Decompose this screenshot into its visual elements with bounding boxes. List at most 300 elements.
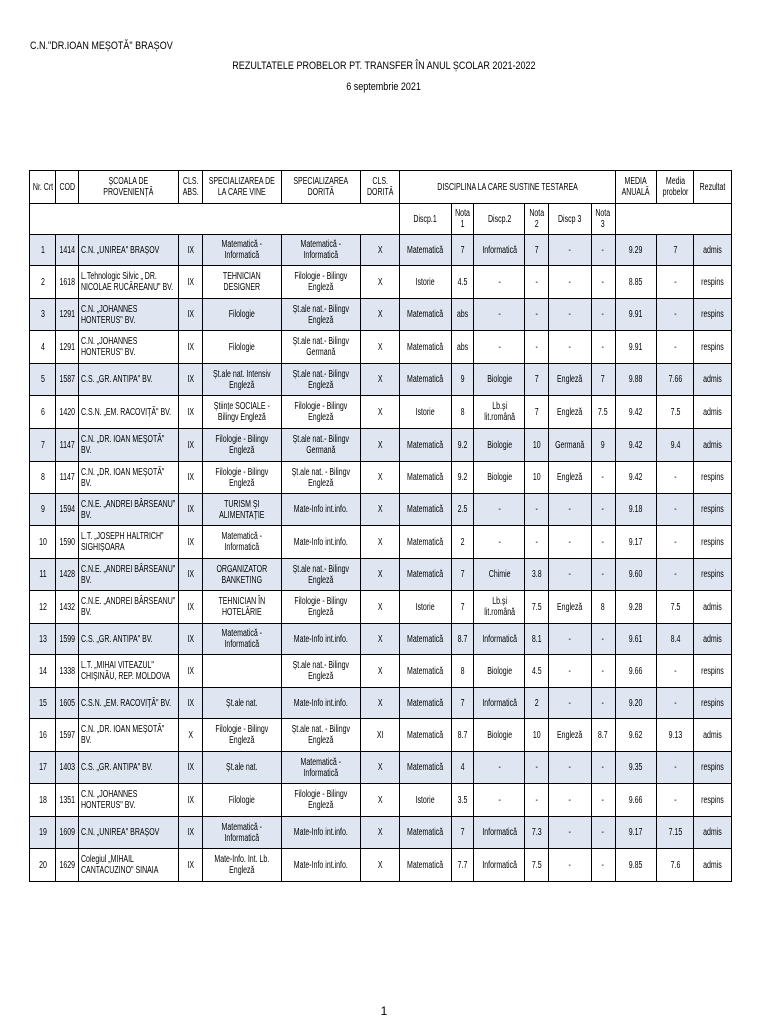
- row-discp3: -: [548, 655, 591, 688]
- row-rezultat: respins: [694, 299, 732, 331]
- row-discp1: Istorie: [399, 266, 452, 299]
- row-scoala: L.T. „JOSEPH HALTRICH" SIGHIȘOARA: [79, 526, 179, 559]
- row-rezultat: respins: [694, 752, 732, 784]
- row-cls-abs: IX: [179, 299, 203, 331]
- row-spec-dorita: Șt.ale nat.- Bilingv Engleză: [282, 299, 361, 331]
- row-discp2: -: [474, 299, 524, 331]
- row-spec-dorita: Matematică - Informatică: [282, 235, 361, 266]
- row-media-probelor: 7.15: [656, 817, 694, 849]
- row-spec-vine: Șt.ale nat.: [203, 752, 282, 784]
- row-media-probelor: -: [656, 494, 694, 526]
- row-scoala: C.N. „UNIREA" BRAȘOV: [79, 817, 179, 849]
- row-nota2: 4.5: [524, 655, 548, 688]
- row-cod: 1147: [56, 462, 79, 494]
- row-nota3: 8: [591, 591, 615, 624]
- row-cls-dorita: X: [360, 784, 399, 817]
- row-cls-abs: IX: [179, 817, 203, 849]
- row-nota3: -: [591, 784, 615, 817]
- row-cls-abs: IX: [179, 526, 203, 559]
- col-header-rezultat: Rezultat: [694, 171, 732, 204]
- row-scoala: C.N. „JOHANNES HONTERUS" BV.: [79, 299, 179, 331]
- row-spec-vine: Matematică - Informatică: [203, 235, 282, 266]
- row-spec-dorita: Filologie - Bilingv Engleză: [282, 784, 361, 817]
- row-media: 9.60: [615, 559, 656, 591]
- row-cod: 1605: [56, 688, 79, 719]
- row-cls-dorita: X: [360, 364, 399, 396]
- row-media: 9.42: [615, 462, 656, 494]
- table-row: [30, 494, 732, 526]
- subheader-nota1: Nota 1: [452, 204, 474, 235]
- row-scoala: C.N.E. „ANDREI BÂRSEANU" BV.: [79, 494, 179, 526]
- row-discp3: -: [548, 817, 591, 849]
- row-spec-dorita: Șt.ale nat.- Bilingv Germană: [282, 429, 361, 462]
- row-rezultat: admis: [694, 235, 732, 266]
- row-cod: 1338: [56, 655, 79, 688]
- row-nr: 5: [30, 364, 56, 396]
- row-spec-vine: Matematică - Informatică: [203, 624, 282, 655]
- row-rezultat: respins: [694, 331, 732, 364]
- row-discp1: Matematică: [399, 559, 452, 591]
- row-nota2: -: [524, 299, 548, 331]
- row-cls-dorita: X: [360, 266, 399, 299]
- row-rezultat: admis: [694, 719, 732, 752]
- row-spec-vine: TEHNICIAN DESIGNER: [203, 266, 282, 299]
- page-number: 1: [380, 1004, 388, 1018]
- row-discp2: -: [474, 266, 524, 299]
- row-spec-dorita: Șt.ale nat.- Bilingv Engleză: [282, 559, 361, 591]
- row-spec-dorita: Filologie - Bilingv Engleză: [282, 396, 361, 429]
- row-discp3: -: [548, 752, 591, 784]
- row-nr: 11: [30, 559, 56, 591]
- row-scoala: C.S. „GR. ANTIPA" BV.: [79, 624, 179, 655]
- row-discp3: Engleză: [548, 591, 591, 624]
- row-media: 9.61: [615, 624, 656, 655]
- row-spec-vine: Filologie: [203, 331, 282, 364]
- row-cls-abs: IX: [179, 364, 203, 396]
- row-cls-dorita: X: [360, 591, 399, 624]
- row-cod: 1597: [56, 719, 79, 752]
- row-nota2: -: [524, 494, 548, 526]
- row-nota1: 8: [452, 396, 474, 429]
- row-cls-abs: IX: [179, 429, 203, 462]
- row-discp2: -: [474, 752, 524, 784]
- row-discp1: Matematică: [399, 494, 452, 526]
- row-spec-vine: Șt.ale nat.: [203, 688, 282, 719]
- row-cod: 1414: [56, 235, 79, 266]
- row-discp3: Engleză: [548, 364, 591, 396]
- row-spec-vine: TURISM ȘI ALIMENTAȚIE: [203, 494, 282, 526]
- row-scoala: C.S. „GR. ANTIPA" BV.: [79, 364, 179, 396]
- row-scoala: C.N. „JOHANNES HONTERUS" BV.: [79, 784, 179, 817]
- row-cls-abs: IX: [179, 784, 203, 817]
- row-discp1: Istorie: [399, 396, 452, 429]
- row-nota1: 2: [452, 526, 474, 559]
- row-nota3: -: [591, 655, 615, 688]
- row-nota2: 7: [524, 364, 548, 396]
- table-row: [30, 784, 732, 817]
- row-nr: 1: [30, 235, 56, 266]
- row-cls-dorita: X: [360, 849, 399, 882]
- row-nr: 15: [30, 688, 56, 719]
- row-spec-dorita: Mate-Info int.info.: [282, 494, 361, 526]
- row-nota1: 3.5: [452, 784, 474, 817]
- table-row: [30, 266, 732, 299]
- row-cod: 1618: [56, 266, 79, 299]
- row-cls-dorita: X: [360, 494, 399, 526]
- row-discp2: Lb.și lit.română: [474, 591, 524, 624]
- row-nr: 13: [30, 624, 56, 655]
- row-nota3: 7.5: [591, 396, 615, 429]
- table-row: [30, 559, 732, 591]
- row-media: 9.91: [615, 331, 656, 364]
- row-cls-dorita: X: [360, 655, 399, 688]
- row-cod: 1609: [56, 817, 79, 849]
- subheader-discp3: Discp 3: [548, 204, 591, 235]
- row-scoala: C.N. „DR. IOAN MEȘOTĂ" BV.: [79, 462, 179, 494]
- row-cls-abs: IX: [179, 559, 203, 591]
- school-name: C.N."DR.IOAN MEȘOTĂ" BRAȘOV: [30, 40, 173, 52]
- table-subheader-row: [30, 204, 732, 235]
- row-discp3: -: [548, 784, 591, 817]
- row-discp2: Biologie: [474, 364, 524, 396]
- row-nota3: -: [591, 559, 615, 591]
- row-spec-dorita: Șt.ale nat.- Bilingv Germană: [282, 331, 361, 364]
- document-date: 6 septembrie 2021: [346, 81, 422, 93]
- row-cod: 1590: [56, 526, 79, 559]
- table-row: [30, 396, 732, 429]
- row-cls-dorita: X: [360, 331, 399, 364]
- row-cls-abs: IX: [179, 849, 203, 882]
- row-nota1: 8.7: [452, 719, 474, 752]
- row-nota2: 10: [524, 462, 548, 494]
- row-cod: 1291: [56, 299, 79, 331]
- row-cls-dorita: X: [360, 299, 399, 331]
- row-nr: 18: [30, 784, 56, 817]
- row-nota1: 4: [452, 752, 474, 784]
- row-nota1: 9: [452, 364, 474, 396]
- row-nota2: 7.5: [524, 849, 548, 882]
- row-scoala: C.S. „GR. ANTIPA" BV.: [79, 752, 179, 784]
- row-rezultat: admis: [694, 364, 732, 396]
- row-discp1: Matematică: [399, 235, 452, 266]
- row-cod: 1428: [56, 559, 79, 591]
- subheader-discp2: Discp.2: [474, 204, 524, 235]
- row-discp1: Matematică: [399, 462, 452, 494]
- col-header-scoala: ȘCOALA DE PROVENIENȚĂ: [79, 171, 179, 204]
- col-header-cod: COD: [56, 171, 79, 204]
- row-discp2: Biologie: [474, 429, 524, 462]
- row-nr: 10: [30, 526, 56, 559]
- row-media-probelor: 7.6: [656, 849, 694, 882]
- row-discp3: -: [548, 624, 591, 655]
- row-rezultat: respins: [694, 462, 732, 494]
- row-nota3: -: [591, 462, 615, 494]
- row-nr: 4: [30, 331, 56, 364]
- row-nota3: -: [591, 266, 615, 299]
- row-discp1: Matematică: [399, 655, 452, 688]
- row-discp3: -: [548, 688, 591, 719]
- row-nr: 9: [30, 494, 56, 526]
- row-cls-dorita: X: [360, 396, 399, 429]
- row-cls-dorita: X: [360, 817, 399, 849]
- row-nota2: -: [524, 752, 548, 784]
- row-nota2: 10: [524, 719, 548, 752]
- row-cod: 1587: [56, 364, 79, 396]
- row-discp3: -: [548, 235, 591, 266]
- row-cls-abs: IX: [179, 331, 203, 364]
- row-nr: 2: [30, 266, 56, 299]
- row-media: 9.91: [615, 299, 656, 331]
- subheader-nota2: Nota 2: [524, 204, 548, 235]
- table-header-row: [30, 171, 732, 204]
- row-media-probelor: 7.5: [656, 591, 694, 624]
- row-cls-dorita: X: [360, 688, 399, 719]
- row-spec-dorita: Mate-Info int.info.: [282, 817, 361, 849]
- row-cls-abs: IX: [179, 396, 203, 429]
- row-discp3: -: [548, 559, 591, 591]
- row-rezultat: respins: [694, 559, 732, 591]
- col-header-spec-dorita: SPECIALIZAREA DORITĂ: [282, 171, 361, 204]
- row-media: 9.85: [615, 849, 656, 882]
- row-media-probelor: -: [656, 462, 694, 494]
- row-discp3: Engleză: [548, 719, 591, 752]
- row-media-probelor: 7.66: [656, 364, 694, 396]
- row-scoala: C.N. „DR. IOAN MEȘOTĂ" BV.: [79, 429, 179, 462]
- row-nota3: -: [591, 624, 615, 655]
- row-discp2: Informatică: [474, 817, 524, 849]
- row-media: 9.62: [615, 719, 656, 752]
- row-nota3: -: [591, 494, 615, 526]
- row-spec-dorita: Mate-Info int.info.: [282, 688, 361, 719]
- row-discp3: -: [548, 299, 591, 331]
- row-discp2: Biologie: [474, 655, 524, 688]
- table-row: [30, 299, 732, 331]
- row-discp1: Matematică: [399, 364, 452, 396]
- row-discp3: -: [548, 494, 591, 526]
- row-media: 8.85: [615, 266, 656, 299]
- row-cls-abs: IX: [179, 235, 203, 266]
- row-spec-vine: Filologie: [203, 299, 282, 331]
- row-media: 9.66: [615, 655, 656, 688]
- row-nota2: 10: [524, 429, 548, 462]
- row-scoala: Colegiul „MIHAIL CANTACUZINO" SINAIA: [79, 849, 179, 882]
- row-discp3: Engleză: [548, 462, 591, 494]
- row-nota1: abs: [452, 299, 474, 331]
- table-row: [30, 719, 732, 752]
- col-header-nr: Nr. Crt: [30, 171, 56, 204]
- row-discp1: Istorie: [399, 591, 452, 624]
- row-cls-abs: IX: [179, 688, 203, 719]
- row-nota1: 8: [452, 655, 474, 688]
- row-media: 9.88: [615, 364, 656, 396]
- row-nota3: 9: [591, 429, 615, 462]
- col-header-disciplina: DISCIPLINA LA CARE SUSTINE TESTAREA: [399, 171, 615, 204]
- row-nr: 20: [30, 849, 56, 882]
- row-discp2: Lb.și lit.română: [474, 396, 524, 429]
- row-cod: 1147: [56, 429, 79, 462]
- row-spec-vine: Științe SOCIALE - Bilingv Engleză: [203, 396, 282, 429]
- row-nota1: 7: [452, 817, 474, 849]
- row-media: 9.29: [615, 235, 656, 266]
- row-nr: 3: [30, 299, 56, 331]
- row-nota1: 7: [452, 591, 474, 624]
- row-nota1: 2.5: [452, 494, 474, 526]
- row-scoala: L.T. „MIHAI VITEAZUL" CHIȘINĂU, REP. MOLDOVA: [79, 655, 179, 688]
- row-cod: 1599: [56, 624, 79, 655]
- row-discp1: Matematică: [399, 719, 452, 752]
- row-rezultat: admis: [694, 624, 732, 655]
- row-nr: 12: [30, 591, 56, 624]
- row-discp1: Matematică: [399, 817, 452, 849]
- row-rezultat: respins: [694, 526, 732, 559]
- row-discp1: Matematică: [399, 688, 452, 719]
- row-media: 9.28: [615, 591, 656, 624]
- row-discp3: Engleză: [548, 396, 591, 429]
- row-discp2: Informatică: [474, 624, 524, 655]
- row-discp1: Matematică: [399, 849, 452, 882]
- row-nr: 8: [30, 462, 56, 494]
- table-row: [30, 331, 732, 364]
- row-nota3: -: [591, 331, 615, 364]
- table-row: [30, 526, 732, 559]
- row-media: 9.17: [615, 526, 656, 559]
- table-row: [30, 591, 732, 624]
- row-cod: 1420: [56, 396, 79, 429]
- row-media-probelor: 8.4: [656, 624, 694, 655]
- row-nr: 7: [30, 429, 56, 462]
- table-row: [30, 364, 732, 396]
- row-media: 9.42: [615, 396, 656, 429]
- row-nota1: 8.7: [452, 624, 474, 655]
- row-cod: 1594: [56, 494, 79, 526]
- row-discp3: Germană: [548, 429, 591, 462]
- row-scoala: C.N.E. „ANDREI BÂRSEANU" BV.: [79, 591, 179, 624]
- row-discp2: -: [474, 331, 524, 364]
- row-cod: 1403: [56, 752, 79, 784]
- row-nr: 6: [30, 396, 56, 429]
- row-discp1: Matematică: [399, 429, 452, 462]
- table-row: [30, 752, 732, 784]
- row-cls-dorita: X: [360, 624, 399, 655]
- col-header-spec-vine: SPECIALIZAREA DE LA CARE VINE: [203, 171, 282, 204]
- row-nota2: -: [524, 784, 548, 817]
- row-discp2: Biologie: [474, 462, 524, 494]
- document-title: REZULTATELE PROBELOR PT. TRANSFER ÎN ANUL ȘCOLAR 2021-2022: [232, 60, 536, 72]
- row-discp1: Matematică: [399, 526, 452, 559]
- row-spec-dorita: Mate-Info int.info.: [282, 624, 361, 655]
- row-discp1: Matematică: [399, 624, 452, 655]
- row-nota3: -: [591, 235, 615, 266]
- row-media: 9.18: [615, 494, 656, 526]
- row-nota1: 7: [452, 559, 474, 591]
- col-header-media-probelor: Media probelor: [656, 171, 694, 204]
- row-cod: 1629: [56, 849, 79, 882]
- row-nota2: -: [524, 331, 548, 364]
- row-cls-dorita: XI: [360, 719, 399, 752]
- row-media-probelor: -: [656, 266, 694, 299]
- row-spec-vine: Matematică - Informatică: [203, 526, 282, 559]
- row-spec-dorita: Mate-Info int.info.: [282, 849, 361, 882]
- row-scoala: C.N. „JOHANNES HONTERUS" BV.: [79, 331, 179, 364]
- row-cls-dorita: X: [360, 429, 399, 462]
- row-rezultat: admis: [694, 429, 732, 462]
- row-nota3: -: [591, 849, 615, 882]
- row-media-probelor: 9.4: [656, 429, 694, 462]
- row-nota1: 7: [452, 235, 474, 266]
- row-nota2: 7.3: [524, 817, 548, 849]
- row-spec-dorita: Filologie - Bilingv Engleză: [282, 266, 361, 299]
- subheader-blank: [30, 204, 400, 235]
- row-nota2: 2: [524, 688, 548, 719]
- row-cls-abs: IX: [179, 494, 203, 526]
- subheader-nota3: Nota 3: [591, 204, 615, 235]
- row-discp2: Chimie: [474, 559, 524, 591]
- row-rezultat: admis: [694, 396, 732, 429]
- row-cls-dorita: X: [360, 526, 399, 559]
- table-row: [30, 849, 732, 882]
- table-row: [30, 462, 732, 494]
- row-media: 9.42: [615, 429, 656, 462]
- row-discp2: Informatică: [474, 235, 524, 266]
- row-media-probelor: -: [656, 688, 694, 719]
- row-scoala: C.N. „DR. IOAN MEȘOTĂ" BV.: [79, 719, 179, 752]
- row-discp2: -: [474, 494, 524, 526]
- row-rezultat: respins: [694, 655, 732, 688]
- row-nota1: 9.2: [452, 429, 474, 462]
- row-rezultat: admis: [694, 817, 732, 849]
- table-row: [30, 235, 732, 266]
- row-spec-dorita: Filologie - Bilingv Engleză: [282, 591, 361, 624]
- row-cod: 1432: [56, 591, 79, 624]
- row-spec-dorita: Matematică - Informatică: [282, 752, 361, 784]
- row-cls-abs: X: [179, 719, 203, 752]
- row-cls-dorita: X: [360, 752, 399, 784]
- row-nota2: 8.1: [524, 624, 548, 655]
- row-media-probelor: -: [656, 299, 694, 331]
- row-spec-vine: Filologie: [203, 784, 282, 817]
- row-spec-vine: Filologie - Bilingv Engleză: [203, 429, 282, 462]
- row-nr: 19: [30, 817, 56, 849]
- row-nr: 14: [30, 655, 56, 688]
- row-discp1: Matematică: [399, 299, 452, 331]
- table-row: [30, 624, 732, 655]
- row-spec-vine: Mate-Info. Int. Lb. Engleză: [203, 849, 282, 882]
- row-discp3: -: [548, 849, 591, 882]
- row-nota2: 7: [524, 235, 548, 266]
- row-cls-abs: IX: [179, 591, 203, 624]
- row-spec-vine: [203, 655, 282, 688]
- col-header-cls-abs: CLS. ABS.: [179, 171, 203, 204]
- row-discp2: Informatică: [474, 688, 524, 719]
- row-nota1: 4.5: [452, 266, 474, 299]
- row-media: 9.35: [615, 752, 656, 784]
- row-media-probelor: -: [656, 331, 694, 364]
- row-media-probelor: -: [656, 752, 694, 784]
- row-discp2: Biologie: [474, 719, 524, 752]
- row-spec-dorita: Șt.ale nat. - Bilingv Engleză: [282, 462, 361, 494]
- row-rezultat: respins: [694, 266, 732, 299]
- row-media: 9.20: [615, 688, 656, 719]
- row-nota3: -: [591, 299, 615, 331]
- row-nota1: 7: [452, 688, 474, 719]
- row-nota3: -: [591, 526, 615, 559]
- row-nota2: -: [524, 266, 548, 299]
- row-spec-vine: ORGANIZATOR BANKETING: [203, 559, 282, 591]
- table-row: [30, 688, 732, 719]
- row-media-probelor: -: [656, 655, 694, 688]
- row-cls-dorita: X: [360, 462, 399, 494]
- row-discp3: -: [548, 331, 591, 364]
